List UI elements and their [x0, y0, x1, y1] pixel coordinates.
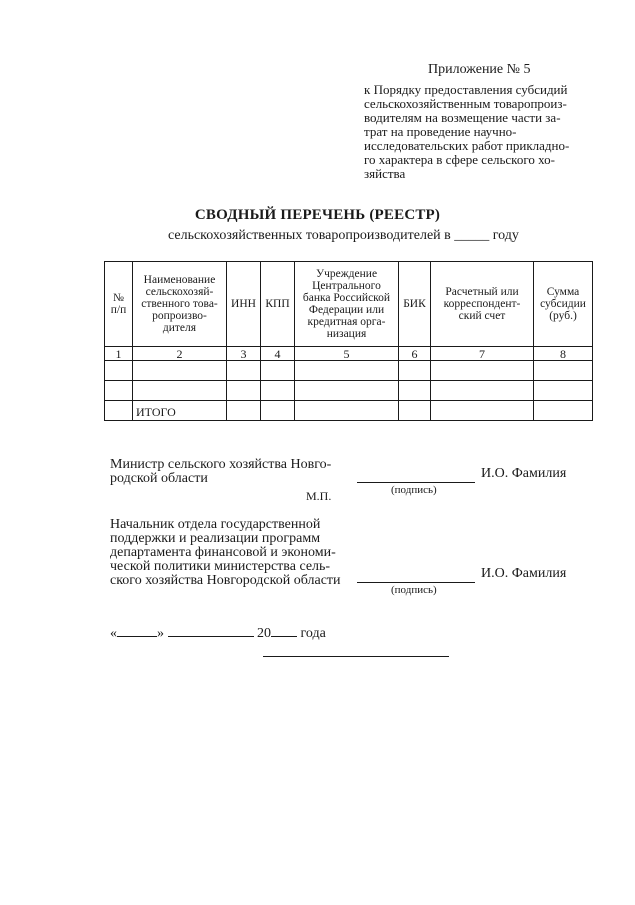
- appendix-title: Приложение № 5: [428, 62, 531, 77]
- table-cell: [227, 381, 261, 401]
- document-subtitle: сельскохозяйственных товаропроизводителей в _____ году: [168, 228, 519, 243]
- table-cell: [105, 361, 133, 381]
- total-row: [105, 401, 593, 421]
- appendix-line: трат на проведение научно-: [364, 124, 517, 139]
- table-cell: [431, 401, 534, 421]
- column-number-row: [105, 347, 593, 361]
- column-number: 7: [431, 347, 534, 361]
- position-line: Министр сельского хозяйства Новго-: [110, 457, 332, 472]
- document-title: СВОДНЫЙ ПЕРЕЧЕНЬ (РЕЕСТР): [194, 207, 441, 223]
- table-cell: [399, 361, 431, 381]
- year-blank: [271, 624, 297, 637]
- head-signature-caption: (подпись): [391, 584, 437, 596]
- header-cell: Учреждение Центрального банка Российской Федерации или кредитная орга- низация: [295, 262, 399, 347]
- table-cell: [105, 381, 133, 401]
- table-cell: [534, 381, 593, 401]
- table-cell: [534, 361, 593, 381]
- header-cell: Наименование сельскохозяй- ственного това- ропроизво- дителя: [133, 262, 227, 347]
- appendix-line: водителям на возмещение части за-: [364, 110, 561, 125]
- column-number: 4: [261, 347, 295, 361]
- table-cell: [431, 361, 534, 381]
- head-position: [110, 518, 341, 588]
- minister-signature-caption: (подпись): [391, 484, 437, 496]
- table-cell: [399, 381, 431, 401]
- table-cell: [295, 361, 399, 381]
- open-quote: «: [110, 626, 117, 641]
- header-cell: № п/п: [105, 262, 133, 347]
- table-cell: [227, 361, 261, 381]
- position-line: департамента финансовой и экономи-: [110, 545, 336, 560]
- table-cell: [295, 381, 399, 401]
- table-cell: [431, 381, 534, 401]
- table-cell: [105, 401, 133, 421]
- minister-name: И.О. Фамилия: [481, 466, 567, 481]
- minister-signature-line: [357, 482, 475, 483]
- appendix-line: исследовательских работ прикладно-: [364, 138, 570, 153]
- header-cell: ИНН: [227, 262, 261, 347]
- head-name: И.О. Фамилия: [481, 566, 567, 581]
- total-label: ИТОГО: [133, 401, 227, 421]
- date-line: [110, 624, 326, 642]
- appendix-reference: [364, 83, 600, 181]
- table-cell: [133, 381, 227, 401]
- month-blank: [168, 624, 254, 637]
- appendix-line: зяйства: [364, 166, 406, 181]
- table-cell: [227, 401, 261, 421]
- minister-position: [110, 458, 331, 486]
- position-line: ского хозяйства Новгородской области: [110, 573, 341, 588]
- table-row: [105, 361, 593, 381]
- stamp-label: М.П.: [306, 489, 332, 503]
- appendix-line: к Порядку предоставления субсидий: [364, 82, 568, 97]
- header-cell: БИК: [399, 262, 431, 347]
- column-number: 3: [227, 347, 261, 361]
- close-quote: »: [157, 626, 164, 641]
- appendix-line: сельскохозяйственным товаропроиз-: [364, 96, 567, 111]
- year-suffix: года: [300, 626, 326, 641]
- year-prefix: 20: [257, 626, 271, 641]
- position-line: поддержки и реализации программ: [110, 531, 321, 546]
- table-cell: [534, 401, 593, 421]
- table-cell: [133, 361, 227, 381]
- day-blank: [117, 624, 157, 637]
- table-cell: [261, 381, 295, 401]
- appendix-line: го характера в сфере сельского хо-: [364, 152, 555, 167]
- position-line: ческой политики министерства сель-: [110, 559, 331, 574]
- table-row: [105, 381, 593, 401]
- position-line: родской области: [110, 471, 208, 486]
- registry-table: [104, 261, 593, 421]
- table-cell: [399, 401, 431, 421]
- column-number: 5: [295, 347, 399, 361]
- column-number: 6: [399, 347, 431, 361]
- column-number: 1: [105, 347, 133, 361]
- column-number: 8: [534, 347, 593, 361]
- position-line: Начальник отдела государственной: [110, 517, 321, 532]
- head-signature-line: [357, 582, 475, 583]
- header-cell: Расчетный или корреспондент- ский счет: [431, 262, 534, 347]
- header-cell: КПП: [261, 262, 295, 347]
- column-number: 2: [133, 347, 227, 361]
- table-cell: [261, 401, 295, 421]
- table-cell: [261, 361, 295, 381]
- bottom-signature-line: [263, 656, 449, 657]
- table-header-row: [105, 262, 593, 347]
- table-cell: [295, 401, 399, 421]
- header-cell: Сумма субсидии (руб.): [534, 262, 593, 347]
